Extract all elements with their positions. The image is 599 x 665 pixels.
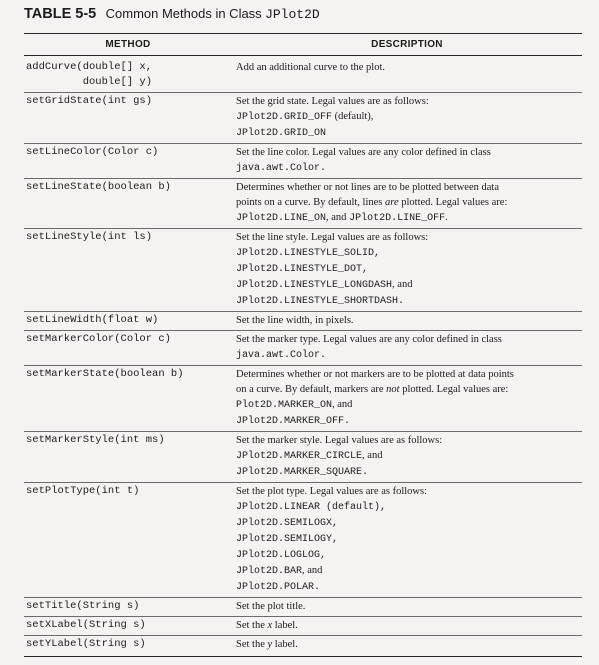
description-text: Set the marker type. Legal values are any color defined in class <box>236 334 502 345</box>
table-row <box>24 616 582 633</box>
code-text: JPlot2D.GRID_ON <box>236 128 327 139</box>
description-line <box>236 579 582 595</box>
method-signature: setLineWidth(float w) <box>26 314 159 326</box>
table-row <box>24 365 582 429</box>
description-line <box>236 245 582 261</box>
description-line <box>236 397 582 413</box>
table-title-class: JPlot2D <box>265 7 320 22</box>
description-line <box>236 94 582 109</box>
method-description <box>234 332 582 363</box>
description-line <box>236 413 582 429</box>
table-title-text: Common Methods in Class <box>105 6 262 21</box>
description-line <box>236 109 582 125</box>
table-header <box>24 34 582 56</box>
description-line <box>236 531 582 547</box>
method-signature: setTitle(String s) <box>26 600 140 612</box>
method-description <box>234 637 582 652</box>
description-text: Determines whether or not markers are to be plotted at data points <box>236 369 514 380</box>
code-text: JPlot2D.GRID_OFF <box>236 112 333 123</box>
code-text: JPlot2D.MARKER_CIRCLE <box>236 451 363 462</box>
description-text: , and <box>362 450 383 461</box>
code-text: java.awt.Color. <box>236 163 327 174</box>
emphasis-text: y <box>267 639 273 650</box>
description-line <box>236 293 582 309</box>
method-signature: setMarkerStyle(int ms) <box>26 434 165 446</box>
method-description <box>234 60 582 90</box>
description-text: , and <box>326 212 350 223</box>
code-text: JPlot2D.SEMILOGY, <box>236 534 339 545</box>
description-text: points on a curve. By default, lines <box>236 197 386 208</box>
method-description <box>234 145 582 176</box>
table-row <box>24 178 582 226</box>
description-line <box>236 210 582 226</box>
description-text: Set the line style. Legal values are as follows: <box>236 232 429 243</box>
description-line <box>236 547 582 563</box>
method-signature: setXLabel(String s) <box>26 619 146 631</box>
description-text: Set the marker style. Legal values are as follows: <box>236 435 443 446</box>
description-line <box>236 332 582 347</box>
description-line <box>236 60 582 75</box>
method-description <box>234 618 582 633</box>
description-text: plotted. Legal values are: <box>398 197 508 208</box>
description-line <box>236 145 582 160</box>
description-line <box>236 160 582 176</box>
description-text: on a curve. By default, markers are <box>236 384 387 395</box>
description-text: Add an additional curve to the plot. <box>236 62 386 73</box>
description-text: Set the <box>236 620 268 631</box>
description-text: . <box>445 212 448 223</box>
code-text: JPlot2D.LINE_OFF <box>349 213 446 224</box>
method-signature: setGridState(int gs) <box>26 95 153 107</box>
code-text: JPlot2D.MARKER_SQUARE. <box>236 467 369 478</box>
table-row <box>24 482 582 595</box>
description-line <box>236 464 582 480</box>
table-row <box>24 330 582 363</box>
emphasis-text: x <box>267 620 273 631</box>
description-line <box>236 277 582 293</box>
description-line <box>236 382 582 397</box>
description-line <box>236 515 582 531</box>
description-text: Set the plot type. Legal values are as follows: <box>236 486 427 497</box>
emphasis-text: are <box>385 197 399 208</box>
description-line <box>236 563 582 579</box>
method-signature: setYLabel(String s) <box>26 638 146 650</box>
description-line <box>236 347 582 363</box>
table-row <box>24 431 582 480</box>
code-text: Plot2D.MARKER_ON <box>236 400 333 411</box>
table-body <box>24 56 582 656</box>
description-text: label. <box>272 639 298 650</box>
description-line <box>236 367 582 382</box>
description-line <box>236 230 582 245</box>
header-description: DESCRIPTION <box>371 39 443 50</box>
method-description <box>234 484 582 595</box>
method-description <box>234 313 582 328</box>
table-caption <box>24 6 320 22</box>
code-text: java.awt.Color. <box>236 350 327 361</box>
code-text: JPlot2D.POLAR. <box>236 582 321 593</box>
method-description <box>234 367 582 429</box>
code-text: JPlot2D.LINESTYLE_SHORTDASH. <box>236 296 405 307</box>
description-line <box>236 618 582 633</box>
methods-table <box>24 33 582 657</box>
method-signature: setMarkerColor(Color c) <box>26 333 171 345</box>
table-row <box>24 92 582 141</box>
header-method: METHOD <box>105 39 151 50</box>
code-text: JPlot2D.LINESTYLE_LONGDASH <box>236 280 393 291</box>
description-line <box>236 261 582 277</box>
description-text: Set the line width, in pixels. <box>236 315 354 326</box>
description-line <box>236 195 582 210</box>
code-text: JPlot2D.SEMILOGX, <box>236 518 339 529</box>
table-row <box>24 60 582 90</box>
description-line <box>236 484 582 499</box>
method-description <box>234 230 582 309</box>
description-line <box>236 180 582 195</box>
description-text: Set the plot title. <box>236 601 306 612</box>
code-text: JPlot2D.LINESTYLE_SOLID, <box>236 248 381 259</box>
method-signature: setLineState(boolean b) <box>26 181 171 193</box>
method-signature: setLineColor(Color c) <box>26 146 159 158</box>
description-text: , and <box>392 279 413 290</box>
description-text: plotted. Legal values are: <box>399 384 509 395</box>
table-row <box>24 597 582 614</box>
description-text: Set the line color. Legal values are any color defined in class <box>236 147 491 158</box>
table-row <box>24 635 582 652</box>
description-text: (default), <box>332 111 374 122</box>
description-line <box>236 637 582 652</box>
code-text: JPlot2D.LOGLOG, <box>236 550 327 561</box>
description-text: , and <box>332 399 353 410</box>
description-line <box>236 433 582 448</box>
method-description <box>234 599 582 614</box>
table-number: TABLE 5-5 <box>24 6 97 22</box>
method-description <box>234 180 582 226</box>
method-signature: setLineStyle(int ls) <box>26 231 153 243</box>
method-description <box>234 94 582 141</box>
description-line <box>236 499 582 515</box>
description-line <box>236 125 582 141</box>
code-text: JPlot2D.LINEAR (default), <box>236 502 387 513</box>
description-text: label. <box>272 620 298 631</box>
emphasis-text: not <box>386 384 400 395</box>
table-row <box>24 143 582 176</box>
method-description <box>234 433 582 480</box>
description-line <box>236 313 582 328</box>
description-text: Determines whether or not lines are to be plotted between data <box>236 182 499 193</box>
method-signature: addCurve(double[] x, double[] y) <box>26 61 153 88</box>
code-text: JPlot2D.BAR <box>236 566 303 577</box>
code-text: JPlot2D.MARKER_OFF. <box>236 416 351 427</box>
description-text: Set the grid state. Legal values are as follows: <box>236 96 429 107</box>
table-row <box>24 228 582 309</box>
description-line <box>236 599 582 614</box>
description-line <box>236 448 582 464</box>
description-text: , and <box>302 565 323 576</box>
method-signature: setMarkerState(boolean b) <box>26 368 184 380</box>
description-text: Set the <box>236 639 268 650</box>
code-text: JPlot2D.LINESTYLE_DOT, <box>236 264 369 275</box>
method-signature: setPlotType(int t) <box>26 485 140 497</box>
code-text: JPlot2D.LINE_ON <box>236 213 327 224</box>
table-row <box>24 311 582 328</box>
